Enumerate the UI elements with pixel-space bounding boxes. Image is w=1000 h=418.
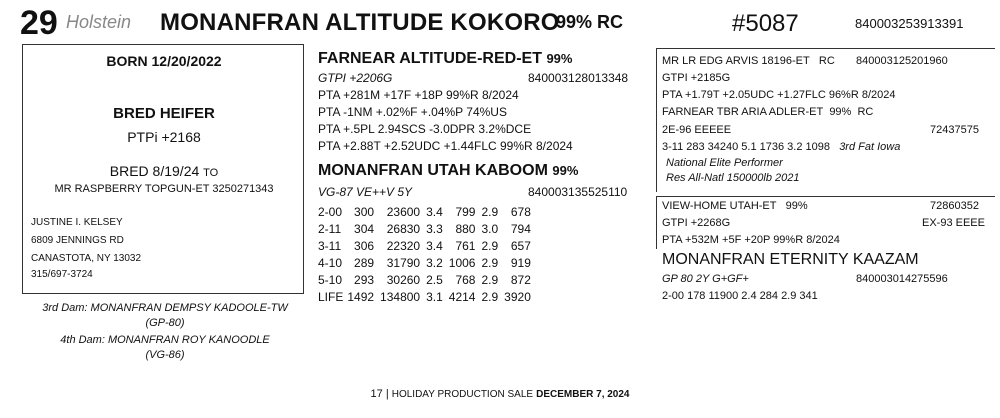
sire-dam-class: 2E-96 EEEEE — [662, 124, 732, 136]
registration-number: #5087 — [732, 10, 799, 37]
dam-dam-name: MONANFRAN ETERNITY KAAZAM — [662, 251, 919, 268]
lot-number: 29 — [20, 4, 58, 42]
sire-pta-line: PTA +.5PL 2.94SCS -3.0DPR 3.2%DCE — [318, 122, 532, 136]
lactation-cell: 2.9 — [481, 205, 499, 219]
sire-dam-pct: 99% — [829, 106, 852, 118]
lactation-cell: 306 — [354, 239, 375, 253]
lactation-row — [318, 238, 537, 255]
lactation-row — [318, 272, 537, 289]
third-dam-class: (GP-80) — [145, 317, 185, 329]
birth-date: BORN 12/20/2022 — [106, 53, 222, 69]
sire-dam-record-text: 3-11 283 34240 5.1 1736 3.2 1098 — [662, 141, 831, 153]
dam-name-text: MONANFRAN UTAH KABOOM — [318, 162, 548, 179]
sire-name-text: FARNEAR ALTITUDE-RED-ET — [318, 50, 542, 67]
dam-pct: 99% — [552, 163, 579, 178]
page-number: 17 — [370, 388, 383, 400]
sale-date: DECEMBER 7, 2024 — [536, 389, 630, 400]
sire-id: 840003128013348 — [528, 71, 629, 85]
dam-name — [318, 162, 578, 180]
owner-street: 6809 JENNINGS RD — [31, 235, 124, 246]
lactation-cell: 3920 — [504, 290, 531, 304]
sire-dam-id: 72437575 — [930, 124, 979, 136]
sire-name — [318, 50, 572, 68]
lactation-cell: 2.9 — [481, 239, 499, 253]
sire-dam-award: Res All-Natl 150000lb 2021 — [666, 172, 800, 184]
lactation-cell: 31790 — [386, 256, 421, 270]
dam-sire-name — [662, 199, 808, 214]
lactation-row — [318, 204, 537, 221]
lactation-cell: 26830 — [386, 222, 421, 236]
animal-name: MONANFRAN ALTITUDE KOKORO — [160, 9, 560, 36]
owner-phone: 315/697-3724 — [31, 269, 93, 280]
dam-dam-id: 840003014275596 — [856, 273, 948, 285]
dam-classification: VG-87 VE++V 5Y — [318, 185, 413, 199]
lactation-cell: 3.4 — [426, 205, 443, 219]
dam-lactation-table — [318, 204, 537, 306]
bred-date — [23, 163, 305, 179]
dam-dam-record: 2-00 178 11900 2.4 284 2.9 341 — [662, 290, 818, 302]
lactation-cell: 761 — [455, 239, 476, 253]
fourth-dam-class: (VG-86) — [145, 349, 185, 361]
lactation-row — [318, 289, 537, 306]
lactation-cell: 2-00 — [318, 205, 343, 219]
breed-label: Holstein — [66, 12, 132, 32]
sire-pta-line: PTA +281M +17F +18P 99%R 8/2024 — [318, 88, 519, 102]
lactation-cell: 134800 — [380, 290, 421, 304]
lactation-row — [318, 255, 537, 272]
sire-pta-line: PTA -1NM +.02%F +.04%P 74%US — [318, 105, 507, 119]
lactation-cell: 768 — [455, 273, 476, 287]
lactation-cell: 919 — [510, 256, 531, 270]
dam-sire-gtpi: GTPI +2268G — [662, 217, 731, 229]
sire-dam-record — [662, 140, 900, 155]
lactation-cell: LIFE — [318, 290, 344, 304]
sale-name: HOLIDAY PRODUCTION SALE — [391, 389, 534, 400]
animal-id: 840003253913391 — [855, 16, 964, 31]
lactation-cell: 289 — [354, 256, 375, 270]
lactation-cell: 1006 — [448, 256, 476, 270]
lactation-cell: 2.5 — [426, 273, 443, 287]
lactation-cell: 4214 — [448, 290, 476, 304]
lactation-cell: 22320 — [386, 239, 421, 253]
dam-dam-classification: GP 80 2Y G+GF+ — [662, 273, 749, 285]
lactation-cell: 2.9 — [481, 273, 499, 287]
third-dam: 3rd Dam: MONANFRAN DEMPSY KADOOLE-TW — [42, 302, 288, 314]
lactation-cell: 30260 — [386, 273, 421, 287]
lactation-cell: 4-10 — [318, 256, 343, 270]
lactation-cell: 1492 — [347, 290, 375, 304]
dam-sire-name-text: VIEW-HOME UTAH-ET — [662, 200, 777, 212]
sire-sire-name-text: MR LR EDG ARVIS 18196-ET — [662, 55, 810, 67]
sire-pta-line: PTA +2.88T +2.52UDC +1.44FLC 99%R 8/2024 — [318, 139, 573, 153]
dam-sire-pct: 99% — [785, 200, 808, 212]
owner-city: CANASTOTA, NY 13032 — [31, 253, 142, 264]
sire-dam-name-text: FARNEAR TBR ARIA ADLER-ET — [662, 106, 824, 118]
lactation-cell: 2-11 — [318, 222, 342, 236]
lactation-row — [318, 221, 537, 238]
footer-separator: | — [385, 388, 389, 400]
service-sire: MR RASPBERRY TOPGUN-ET 3250271343 — [54, 183, 274, 195]
lactation-cell: 2.9 — [481, 256, 499, 270]
sire-sire-name — [662, 54, 835, 69]
sire-sire-rc: RC — [818, 55, 835, 67]
lactation-cell: 23600 — [386, 205, 421, 219]
lactation-cell: 3.4 — [426, 239, 443, 253]
lactation-cell: 3.3 — [426, 222, 443, 236]
sire-sire-gtpi: GTPI +2185G — [662, 72, 731, 84]
bred-date-text: BRED 8/19/24 — [109, 163, 200, 179]
sire-dam-record-note: 3rd Fat Iowa — [839, 141, 901, 153]
rc-percent: 99% RC — [556, 12, 624, 32]
dam-sire-pta: PTA +532M +5F +20P 99%R 8/2024 — [662, 234, 840, 246]
lactation-cell: 3.1 — [426, 290, 443, 304]
ptpi-value: PTPi +2168 — [127, 129, 201, 145]
lactation-cell: 3.0 — [481, 222, 499, 236]
sire-pct: 99% — [546, 51, 573, 66]
lactation-cell: 657 — [510, 239, 531, 253]
sire-dam-award: National Elite Performer — [666, 157, 783, 169]
lactation-cell: 3.2 — [426, 256, 443, 270]
page-footer — [0, 388, 1000, 400]
lactation-cell: 293 — [354, 273, 375, 287]
dam-id: 840003135525110 — [528, 185, 628, 199]
lactation-cell: 799 — [455, 205, 476, 219]
fourth-dam: 4th Dam: MONANFRAN ROY KANOODLE — [60, 334, 270, 346]
dam-sire-class: EX-93 EEEE — [922, 217, 985, 229]
lactation-cell: 794 — [510, 222, 531, 236]
bred-to-label: TO — [203, 167, 219, 179]
lactation-cell: 3-11 — [318, 239, 342, 253]
sire-gtpi: GTPI +2206G — [318, 71, 393, 85]
lactation-cell: 872 — [510, 273, 531, 287]
lactation-cell: 5-10 — [318, 273, 343, 287]
lactation-cell: 678 — [510, 205, 531, 219]
lactation-cell: 880 — [455, 222, 476, 236]
lactation-cell: 300 — [354, 205, 375, 219]
sire-dam-rc: RC — [857, 106, 874, 118]
dam-sire-id: 72860352 — [930, 200, 979, 212]
status-label: BRED HEIFER — [113, 105, 215, 122]
lactation-cell: 304 — [354, 222, 375, 236]
owner-name: JUSTINE I. KELSEY — [31, 217, 123, 228]
sire-sire-id: 840003125201960 — [856, 55, 948, 67]
sire-sire-pta: PTA +1.79T +2.05UDC +1.27FLC 96%R 8/2024 — [662, 89, 896, 101]
animal-info-box — [22, 44, 304, 294]
sire-dam-name — [662, 105, 873, 120]
lactation-cell: 2.9 — [481, 290, 499, 304]
